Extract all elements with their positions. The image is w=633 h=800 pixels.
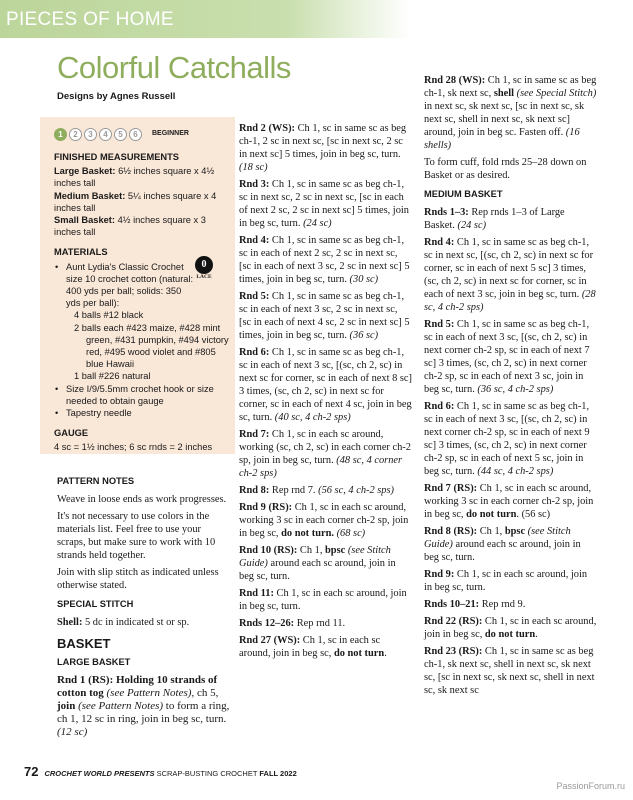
- m-rnd-5: Rnd 5: Ch 1, sc in same sc as beg ch-1, sc in each of next 3 sc, [(sc, ch 2, sc) in next corner ch-2 sp, sc in each of next 7 sc] 3 times, (sc, ch 2, sc) in next corner ch-2 sp, sc in each of next 3 sc, join in beg sc, turn. (36 sc, 4 ch-2 sps): [424, 319, 590, 395]
- m-rnd-7: Rnd 7 (RS): Ch 1, sc in each sc around, working 3 sc in each corner ch-2 sp, join in beg sc, do not turn. (56 sc): [424, 483, 594, 520]
- page-title: Colorful Catchalls: [57, 50, 291, 85]
- designer-credit: Designs by Agnes Russell: [57, 91, 176, 102]
- rnd-8: Rnd 8: Rep rnd 7. (56 sc, 4 ch-2 sps): [239, 485, 395, 496]
- rnd-9: Rnd 9 (RS): Ch 1, sc in each sc around, working 3 sc in each corner ch-2 sp, join in beg sc, do not turn. (68 sc): [239, 502, 409, 539]
- material-needle: • Tapestry needle: [64, 407, 232, 419]
- skill-dot-6: 6: [129, 128, 142, 141]
- rnd-6: Rnd 6: Ch 1, sc in same sc as beg ch-1, sc in each of next 3 sc, [(sc, ch 2, sc) in next sc for corner, sc in each of next 8 sc] 3 times, (sc, ch 2, sc) in next sc for corner, sc in each of next 4 sc, join in beg sc, turn. (40 sc, 4 ch-2 sps): [239, 347, 412, 423]
- notes-heading: PATTERN NOTES: [57, 476, 135, 486]
- m-rnd-9: Rnd 9: Ch 1, sc in each sc around, join in beg sc, turn.: [424, 569, 588, 593]
- rnd-10: Rnd 10 (RS): Ch 1, bpsc (see Stitch Guide) around each sc around, join in beg sc, turn.: [239, 545, 396, 582]
- column-2: [239, 122, 412, 664]
- rnd-28: Rnd 28 (WS): Ch 1, sc in same sc as beg ch-1, sk next sc, shell (see Special Stitch) in next sc, sk next sc, [sc in next sc, sk next sc, shell in next sc, sk next sc] around, join in beg sc. Fasten off. (16 shells): [424, 75, 597, 151]
- finished-small: Small Basket: 4½ inches square x 3 inches tall: [54, 215, 206, 238]
- material-hook: • Size I/9/5.5mm crochet hook or size needed to obtain gauge: [64, 383, 232, 407]
- section-header-bar: [0, 0, 410, 38]
- materials-list-2: [54, 383, 232, 420]
- finished-large: Large Basket: 6½ inches square x 4½ inches tall: [54, 166, 215, 189]
- m-rnd-22: Rnd 22 (RS): Ch 1, sc in each sc around, join in beg sc, do not turn.: [424, 616, 597, 640]
- finished-medium: Medium Basket: 5¼ inches square x 4 inches tall: [54, 190, 217, 213]
- issue-name: SCRAP-BUSTING CROCHET: [154, 769, 260, 778]
- skill-dot-3: 3: [84, 128, 97, 141]
- column-3: [424, 74, 597, 701]
- m-rnd-6: Rnd 6: Ch 1, sc in same sc as beg ch-1, sc in each of next 3 sc, [(sc, ch 2, sc) in next corner ch-2 sp, sc in each of next 9 sc] 3 times, (sc, ch 2, sc) in next corner ch-2 sp, sc in each of next 5 sc, join in beg sc, turn. (44 sc, 4 ch-2 sps): [424, 401, 590, 477]
- m-rnd-4: Rnd 4: Ch 1, sc in same sc as beg ch-1, sc in next sc, [(sc, ch 2, sc) in next sc for corner, sc in each of next 5 sc] 3 times, (sc, ch 2, sc) in next sc for corner, sc in each of next 3 sc, join in beg sc, turn. (28 sc, 4 ch-2 sps): [424, 237, 596, 313]
- rnd-3: Rnd 3: Ch 1, sc in same sc as beg ch-1, sc in next sc, 2 sc in next sc, [sc in each of next 2 sc, 2 sc in next sc] 5 times, join in beg sc, turn. (24 sc): [239, 179, 409, 229]
- magazine-name: CROCHET WORLD PRESENTS: [44, 769, 155, 778]
- large-basket-heading: LARGE BASKET: [57, 657, 131, 667]
- medium-basket-heading: MEDIUM BASKET: [424, 189, 503, 199]
- note-2: It's not necessary to use colors in the materials list. Feel free to use your scraps, but make sure to work with 10 strands held together.: [57, 511, 216, 561]
- yarn-weight-number: 0: [195, 256, 213, 274]
- page-number: 72: [24, 764, 39, 779]
- rnd-11: Rnd 11: Ch 1, sc in each sc around, join in beg sc, turn.: [239, 588, 407, 612]
- skill-dot-2: 2: [69, 128, 82, 141]
- issue-date: FALL 2022: [259, 769, 297, 778]
- special-stitch: Shell: 5 dc in indicated st or sp.: [57, 617, 190, 628]
- page-footer: [24, 764, 297, 779]
- info-sidebar: [54, 124, 232, 454]
- m-rnds-10-21: Rnds 10–21: Rep rnd 9.: [424, 599, 526, 610]
- note-1: Weave in loose ends as work progresses.: [57, 494, 227, 505]
- material-black: 4 balls #12 black: [74, 310, 144, 321]
- column-1: [57, 469, 232, 743]
- rnd-5: Rnd 5: Ch 1, sc in same sc as beg ch-1, sc in each of next 3 sc, 2 sc in next sc, [sc in each of next 4 sc, 2 sc in next sc] 5 times, join in beg sc, turn. (36 sc): [239, 291, 410, 341]
- special-heading: SPECIAL STITCH: [57, 599, 134, 609]
- skill-dot-1: 1: [54, 128, 67, 141]
- rnd-2: Rnd 2 (WS): Ch 1, sc in same sc as beg ch-1, 2 sc in next sc, [sc in next sc, 2 sc in next sc] 5 times, join in beg sc, turn. (18 sc): [239, 123, 407, 173]
- m-rnd-8: Rnd 8 (RS): Ch 1, bpsc (see Stitch Guide) around each sc around, join in beg sc, turn.: [424, 526, 581, 563]
- rnd-4: Rnd 4: Ch 1, sc in same sc as beg ch-1, sc in each of next 2 sc, 2 sc in next sc, [sc in each of next 3 sc, 2 sc in next sc] 5 times, join in beg sc, turn. (30 sc): [239, 235, 410, 285]
- skill-dot-5: 5: [114, 128, 127, 141]
- skill-label: BEGINNER: [152, 130, 189, 138]
- material-cotton: • Aunt Lydia's Classic Crochet size 10 crochet cotton (natural: 400 yds per ball; solids: 350 yds per ball):: [64, 261, 232, 310]
- skill-dot-4: 4: [99, 128, 112, 141]
- note-3: Join with slip stitch as indicated unless otherwise stated.: [57, 567, 219, 591]
- rnds-12-26: Rnds 12–26: Rep rnd 11.: [239, 618, 346, 629]
- m-rnd-23: Rnd 23 (RS): Ch 1, sc in same sc as beg ch-1, sk next sc, shell in next sc, sk next sc, [sc in next sc, sk next sc, shell in next sc, sk next sc: [424, 646, 595, 696]
- yarn-weight-label: LACE: [196, 274, 212, 280]
- finished-heading: FINISHED MEASUREMENTS: [54, 152, 179, 162]
- basket-heading: BASKET: [57, 636, 111, 651]
- yarn-weight-icon: [191, 256, 217, 280]
- rnd-27: Rnd 27 (WS): Ch 1, sc in each sc around, join in beg sc, do not turn.: [239, 635, 387, 659]
- rnd-1: Rnd 1 (RS): Holding 10 strands of cotton tog (see Pattern Notes), ch 5, join (see Pattern Notes) to form a ring, ch 1, 12 sc in ring, join in beg sc, turn. (12 sc): [57, 674, 230, 738]
- gauge-text: 4 sc = 1½ inches; 6 sc rnds = 2 inches: [54, 442, 213, 453]
- form-cuff: To form cuff, fold rnds 25–28 down on Basket or as desired.: [424, 157, 587, 181]
- materials-heading: MATERIALS: [54, 247, 108, 258]
- m-rnds-1-3: Rnds 1–3: Rep rnds 1–3 of Large Basket. (24 sc): [424, 207, 565, 231]
- skill-level: [54, 128, 232, 141]
- material-natural: 1 ball #226 natural: [74, 371, 151, 382]
- material-colors: 2 balls each #423 maize, #428 mint green, #431 pumpkin, #494 victory red, #495 wood violet and #805 blue Hawaii: [74, 322, 229, 370]
- section-title: PIECES OF HOME: [6, 9, 174, 30]
- rnd-7: Rnd 7: Ch 1, sc in each sc around, working (sc, ch 2, sc) in each corner ch-2 sp, join in beg sc, turn. (48 sc, 4 corner ch-2 sps): [239, 429, 411, 479]
- watermark: PassionForum.ru: [556, 781, 625, 791]
- gauge-heading: GAUGE: [54, 428, 89, 439]
